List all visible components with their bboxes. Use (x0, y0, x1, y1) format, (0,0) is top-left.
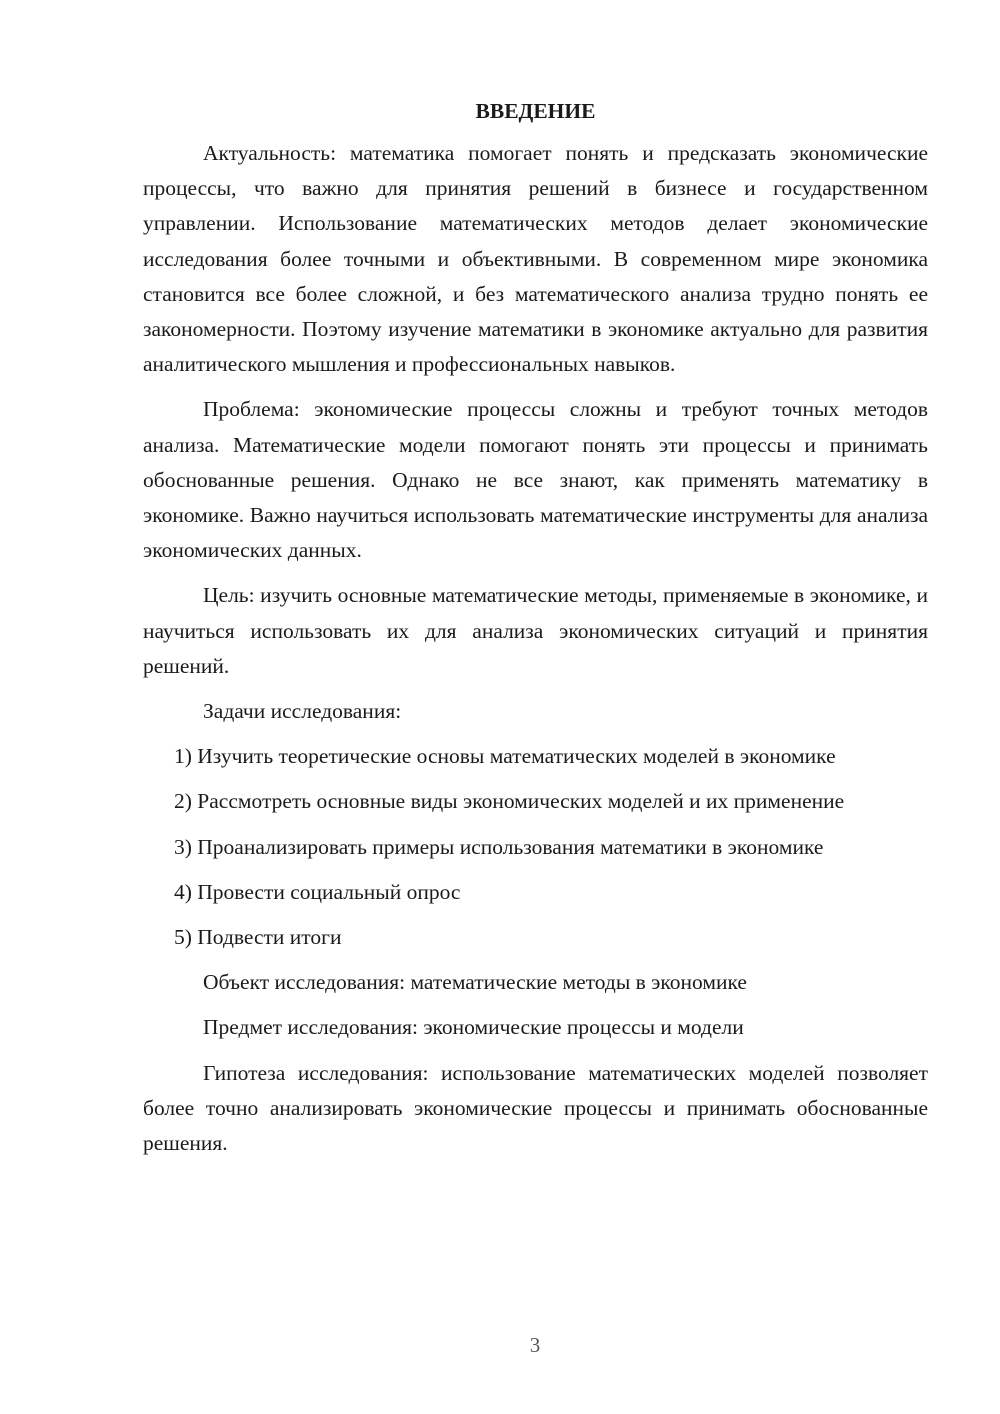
task-item-4: 4) Провести социальный опрос (174, 879, 461, 904)
paragraph-problem: Проблема: экономические процессы сложны и требуют точных методов анализа. Математические модели помогают понять эти процессы и принимать обоснованные решения. Однако не все знают, как применять математику в экономике. Важно научиться использовать математические инструменты для анализа экономических данных. (143, 397, 928, 563)
paragraph-hypothesis: Гипотеза исследования: использование математических моделей позволяет более точно анализировать экономические процессы и принимать обоснованные решения. (143, 1060, 928, 1156)
paragraph-relevance: Актуальность: математика помогает понять и предсказать экономические процессы, что важно для принятия решений в бизнесе и государственном управлении. Использование математических методов делает экономические исследования более точными и объективными. В современном мире экономика становится все более сложной, и без математического анализа трудно понять ее закономерности. Поэтому изучение математики в экономике актуально для развития аналитического мышления и профессиональных навыков. (143, 141, 928, 377)
tasks-heading: Задачи исследования: (203, 699, 402, 724)
task-item-5: 5) Подвести итоги (174, 925, 342, 950)
page-number: 3 (529, 1333, 541, 1357)
paragraph-subject: Предмет исследования: экономические процессы и модели (203, 1015, 744, 1040)
task-item-3: 3) Проанализировать примеры использования математики в экономике (174, 834, 824, 859)
section-title: ВВЕДЕНИЕ (475, 99, 596, 123)
document-page (143, 96, 928, 1171)
task-item-2: 2) Рассмотреть основные виды экономических моделей и их применение (174, 789, 845, 814)
paragraph-goal: Цель: изучить основные математические методы, применяемые в экономике, и научиться использовать их для анализа экономических ситуаций и принятия решений. (143, 583, 928, 678)
task-item-1: 1) Изучить теоретические основы математических моделей в экономике (174, 744, 836, 769)
paragraph-object: Объект исследования: математические методы в экономике (203, 970, 747, 995)
